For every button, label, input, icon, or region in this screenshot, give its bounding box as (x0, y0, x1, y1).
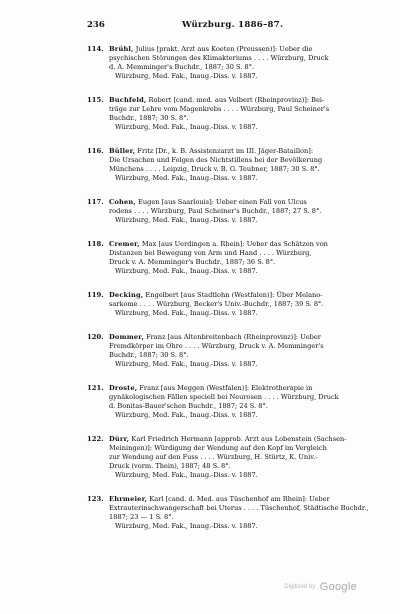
entry-line-text: rodens . . . . Würzburg, Paul Scheiner's Buchdr., 1887; 27 S. 8°. (109, 207, 322, 215)
entry-text (109, 96, 392, 132)
dissertation-list (87, 45, 392, 546)
entry-line-text: sarkome . . . . Würzburg, Becker's Univ.-Buchdr., 1887; 39 S. 8°. (109, 300, 324, 308)
entry-text (109, 147, 392, 183)
entry-number: 123. (87, 495, 104, 503)
entry-line (109, 96, 392, 105)
bibliography-entry (87, 384, 392, 420)
bibliography-entry (87, 435, 392, 480)
entry-text (109, 45, 392, 81)
entry-line-text: Fremdkörper im Ohre . . . . Würzburg, Druck v. A. Memminger's (109, 342, 324, 350)
entry-line (109, 300, 392, 309)
entry-text (109, 435, 392, 480)
entry-line-text: d. Bonitas-Bauer'schen Buchdr., 1887; 24 S. 8°. (109, 402, 268, 410)
entry-line (109, 105, 392, 114)
running-title: Würzburg. 1886–87. (182, 20, 284, 30)
entry-line-text: 1887; 23 — 1 S. 8°. (109, 513, 174, 521)
entry-line (109, 462, 392, 471)
entry-line-text: Karl [cand. d. Med. aus Tüschenhof am Rhein]: Ueber (149, 495, 330, 503)
entry-line-text: träge zur Lehre vom Magenkrebs . . . . Würzburg, Paul Scheiner's (109, 105, 330, 113)
entry-number: 117. (87, 198, 104, 206)
page-number: 236 (87, 20, 105, 30)
entry-line-text: Würzburg, Med. Fak., Inaug.-Diss. v. 1887. (115, 471, 258, 479)
entry-line-text: Würzburg, Med. Fak., Inaug.-Diss. v. 1887. (115, 123, 258, 131)
entry-line (109, 402, 392, 411)
entry-line-text: Distanzen bei Bewegung von Arm und Hand . . . . Würzburg, (109, 249, 312, 257)
entry-line (109, 114, 392, 123)
entry-line-text: Karl Friedrich Hermann [approb. Arzt aus Lobenstein (Sachsen- (131, 435, 347, 443)
entry-line (109, 147, 392, 156)
entry-line (109, 165, 392, 174)
entry-line (109, 513, 392, 522)
bibliography-entry (87, 198, 392, 225)
entry-line-text: Druck v. A. Memminger's Buchdr., 1887; 36 S. 8°. (109, 258, 276, 266)
digitized-by-google-watermark (284, 578, 357, 596)
entry-author: Cremer, (109, 240, 140, 248)
entry-line (109, 291, 392, 300)
entry-line-text: Extrauterinschwangerschaft bei Uterus . . . . Tüschenhof, Städtische Buchdr., (109, 504, 369, 512)
entry-line (109, 393, 392, 402)
entry-line (109, 258, 392, 267)
bibliography-entry (87, 495, 392, 531)
bibliography-entry (87, 45, 392, 81)
entry-faculty-line (109, 360, 392, 369)
entry-number: 115. (87, 96, 104, 104)
entry-line (109, 384, 392, 393)
entry-line-text: Münchens . . . . Leipzig, Druck v. B. G. Teubner, 1887; 30 S. 8°. (109, 165, 320, 173)
bibliography-entry (87, 333, 392, 369)
entry-number: 120. (87, 333, 104, 341)
entry-line-text: Franz [aus Meggen (Westfalen)]: Elektrotherapie in (139, 384, 313, 392)
entry-line (109, 495, 392, 504)
entry-line (109, 453, 392, 462)
bibliography-entry (87, 291, 392, 318)
entry-line-text: Würzburg, Med. Fak., Inaug.-Diss. v. 1887. (115, 411, 258, 419)
entry-line-text: Franz [aus Altenbreitenbach (Rheinprovinz)]: Ueber (146, 333, 321, 341)
entry-author: Brühl, (109, 45, 134, 53)
entry-number: 118. (87, 240, 104, 248)
entry-faculty-line (109, 522, 392, 531)
entry-line-text: Würzburg, Med. Fak., Inaug.-Diss. v. 1887. (115, 216, 258, 224)
entry-faculty-line (109, 267, 392, 276)
entry-line-text: Engelbert [aus Stadtlohn (Westfalen)]: Über Melano- (145, 291, 323, 299)
entry-text (109, 198, 392, 225)
entry-faculty-line (109, 72, 392, 81)
entry-line (109, 333, 392, 342)
entry-line-text: Würzburg, Med. Fak., Inaug.-Diss. v. 1887. (115, 360, 258, 368)
page-header (87, 20, 387, 32)
entry-faculty-line (109, 411, 392, 420)
entry-text (109, 240, 392, 276)
entry-number: 116. (87, 147, 104, 155)
entry-line-text: Max [aus Uerdingen a. Rhein]: Ueber das Schätzen von (141, 240, 328, 248)
bibliography-entry (87, 147, 392, 183)
entry-line (109, 435, 392, 444)
entry-author: Decking, (109, 291, 144, 299)
entry-text (109, 384, 392, 420)
entry-line-text: Würzburg, Med. Fak., Inaug.-Diss. v. 1887. (115, 72, 258, 80)
entry-line-text: Buchdr., 1887; 30 S. 8°. (109, 114, 189, 122)
entry-line-text: Die Ursachen und Folgen des Nichtstillens bei der Bevölkerung (109, 156, 323, 164)
entry-line-text: gynäkologischen Fällen speciell bei Neurosen . . . . Würzburg, Druck (109, 393, 339, 401)
entry-line (109, 54, 392, 63)
entry-text (109, 495, 392, 531)
entry-line-text: Würzburg, Med. Fak., Inaug.-Diss. v. 1887. (115, 522, 258, 530)
entry-faculty-line (109, 471, 392, 480)
entry-line-text: zur Wendung auf den Fuss . . . . Würzburg, H. Stürtz, K. Univ.- (109, 453, 318, 461)
entry-text (109, 291, 392, 318)
entry-line (109, 351, 392, 360)
entry-line (109, 444, 392, 453)
entry-line (109, 63, 392, 72)
entry-faculty-line (109, 309, 392, 318)
entry-line-text: Würzburg, Med. Fak., Inaug.-Diss. v. 1887. (115, 267, 258, 275)
entry-line-text: Buchdr., 1887; 30 S. 8°. (109, 351, 189, 359)
entry-line-text: Eugen [aus Saarlouis]: Ueber einen Fall von Ulcus (138, 198, 307, 206)
entry-author: Büller, (109, 147, 136, 155)
entry-number: 114. (87, 45, 104, 53)
watermark-brand: Google (319, 580, 357, 593)
entry-line (109, 45, 392, 54)
entry-line-text: Robert [cand. med. aus Velbert (Rheinprovinz)]: Bei- (148, 96, 325, 104)
entry-number: 121. (87, 384, 104, 392)
entry-line (109, 342, 392, 351)
entry-line (109, 198, 392, 207)
entry-text (109, 333, 392, 369)
entry-author: Buchfeld, (109, 96, 147, 104)
entry-author: Dürr, (109, 435, 130, 443)
entry-number: 119. (87, 291, 104, 299)
entry-line (109, 240, 392, 249)
entry-author: Dommer, (109, 333, 144, 341)
watermark-prefix: Digitized by (284, 583, 316, 590)
entry-number: 122. (87, 435, 104, 443)
entry-author: Ehrmeier, (109, 495, 148, 503)
entry-faculty-line (109, 216, 392, 225)
entry-line (109, 249, 392, 258)
entry-line-text: Meiningen)]: Würdigung der Wendung auf den Kopf im Vergleich (109, 444, 327, 452)
entry-line-text: psychischen Störungen des Klimakteriums . . . . Würzburg, Druck (109, 54, 329, 62)
entry-line (109, 156, 392, 165)
entry-author: Droste, (109, 384, 138, 392)
entry-line (109, 207, 392, 216)
entry-faculty-line (109, 174, 392, 183)
bibliography-entry (87, 240, 392, 276)
entry-line-text: Würzburg, Med. Fak., Inaug.-Diss. v. 1887. (115, 174, 258, 182)
entry-line-text: Würzburg, Med. Fak., Inaug.-Diss. v. 1887. (115, 309, 258, 317)
entry-line-text: Julius [prakt. Arzt aus Koeten (Preussen)]: Ueber die (135, 45, 313, 53)
entry-faculty-line (109, 123, 392, 132)
entry-author: Cohen, (109, 198, 136, 206)
entry-line (109, 504, 392, 513)
bibliography-entry (87, 96, 392, 132)
entry-line-text: Fritz [Dr., k. B. Assistenzarzt im III. Jäger-Bataillon]: (137, 147, 314, 155)
entry-line-text: Druck (vorm. Thein), 1887; 48 S. 8°. (109, 462, 231, 470)
entry-line-text: d. A. Memminger's Buchdr., 1887; 30 S. 8°. (109, 63, 255, 71)
